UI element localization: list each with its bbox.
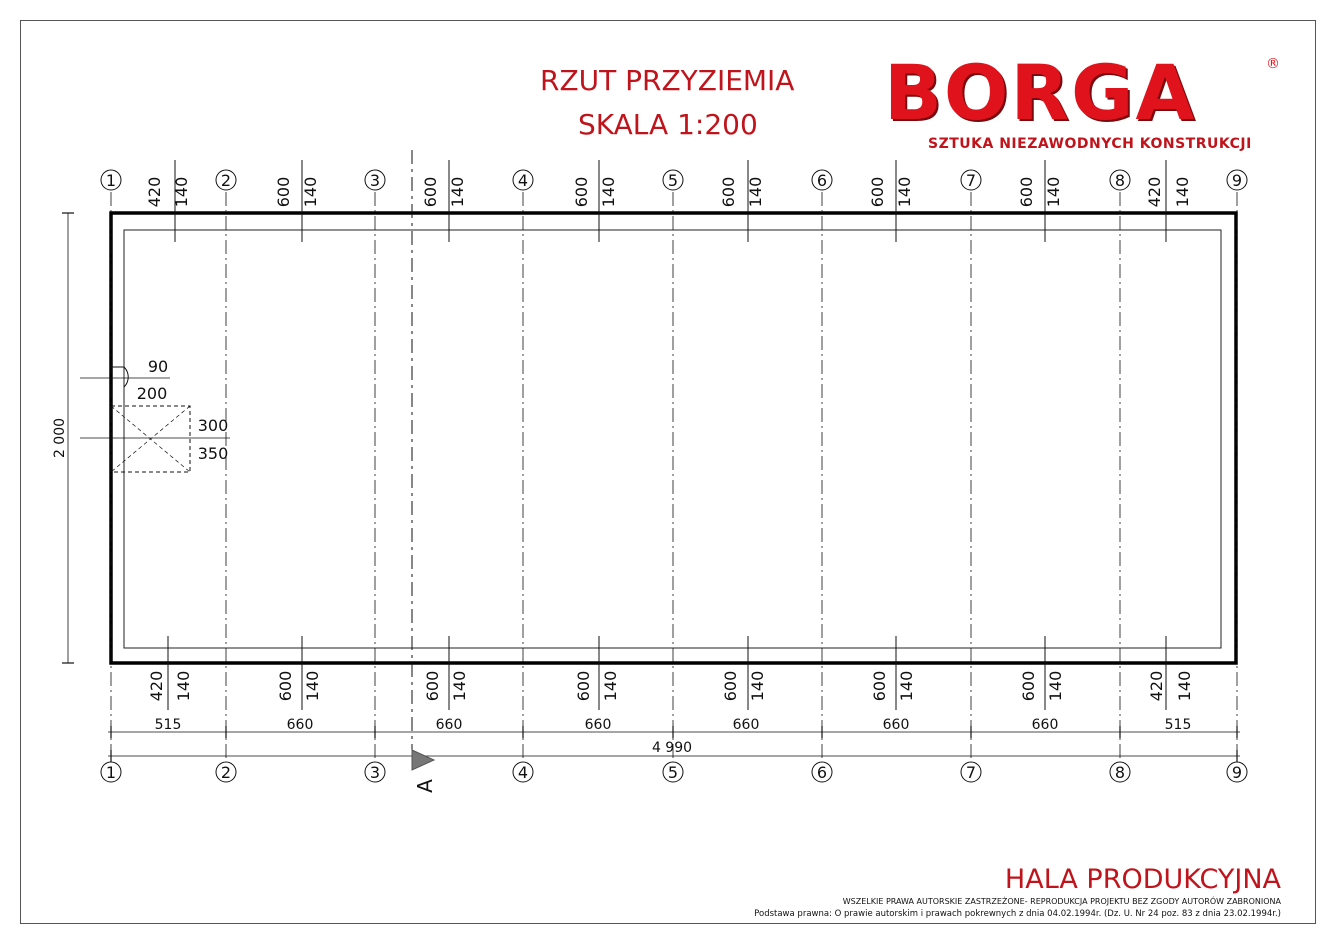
bottom-dim-inner-2: 140 — [303, 670, 322, 702]
door-height-label: 200 — [136, 384, 168, 403]
axis-label-bottom-4: 4 — [517, 763, 529, 782]
axis-label-top-4: 4 — [517, 171, 529, 190]
axis-label-top-8: 8 — [1114, 171, 1126, 190]
span-label-8: 515 — [1164, 717, 1192, 733]
span-label-5: 660 — [732, 717, 760, 733]
span-label-4: 660 — [584, 717, 612, 733]
section-marker-triangle — [412, 750, 434, 770]
door-swing — [111, 367, 128, 387]
axis-label-top-1: 1 — [105, 171, 117, 190]
top-dim-inner-5: 140 — [746, 176, 765, 208]
top-dim-inner-3: 140 — [448, 176, 467, 208]
axis-label-bottom-2: 2 — [220, 763, 232, 782]
axis-label-top-6: 6 — [816, 171, 828, 190]
top-dim-inner-4: 140 — [599, 176, 618, 208]
axis-label-bottom-7: 7 — [965, 763, 977, 782]
span-label-7: 660 — [1031, 717, 1059, 733]
axis-label-top-2: 2 — [220, 171, 232, 190]
span-label-2: 660 — [286, 717, 314, 733]
top-dim-outer-5: 600 — [719, 176, 738, 208]
axis-label-top-9: 9 — [1231, 171, 1243, 190]
plan-labels — [52, 171, 1242, 793]
bottom-dim-outer-4: 600 — [574, 670, 593, 702]
top-dim-inner-6: 140 — [895, 176, 914, 208]
top-dim-inner-7: 140 — [1044, 176, 1063, 208]
axis-label-top-5: 5 — [667, 171, 679, 190]
top-dim-outer-2: 600 — [274, 176, 293, 208]
bottom-dim-outer-6: 600 — [870, 670, 889, 702]
bottom-dim-inner-4: 140 — [601, 670, 620, 702]
total-length-label: 4 990 — [651, 740, 693, 756]
top-dim-outer-1: 420 — [145, 176, 164, 208]
bottom-dim-inner-3: 140 — [450, 670, 469, 702]
span-label-3: 660 — [435, 717, 463, 733]
top-dim-inner-8: 140 — [1173, 176, 1192, 208]
axis-label-bottom-3: 3 — [369, 763, 381, 782]
copyright-notice: WSZELKIE PRAWA AUTORSKIE ZASTRZEŻONE- REPRODUKCJA PROJEKTU BEZ ZGODY AUTORÓW ZABRONIONA — [842, 897, 1281, 906]
section-label-a: A — [413, 779, 437, 793]
bottom-dim-inner-6: 140 — [897, 670, 916, 702]
top-dim-outer-4: 600 — [572, 176, 591, 208]
top-dim-outer-3: 600 — [421, 176, 440, 208]
logo-brand: BORGA — [884, 48, 1197, 137]
bottom-dim-outer-2: 600 — [276, 670, 295, 702]
top-dim-inner-1: 140 — [172, 176, 191, 208]
axis-label-bottom-5: 5 — [667, 763, 679, 782]
gate-width-label: 300 — [197, 416, 229, 435]
bottom-dim-inner-1: 140 — [174, 670, 193, 702]
axis-label-bottom-6: 6 — [816, 763, 828, 782]
bottom-dim-inner-5: 140 — [748, 670, 767, 702]
span-label-1: 515 — [154, 717, 182, 733]
top-dim-outer-8: 420 — [1145, 176, 1164, 208]
registered-mark: ® — [1266, 56, 1280, 72]
bottom-dim-outer-8: 420 — [1147, 670, 1166, 702]
bottom-dim-inner-7: 140 — [1046, 670, 1065, 702]
legal-basis: Podstawa prawna: O prawie autorskim i prawach pokrewnych z dnia 04.02.1994r. (Dz. U. Nr 24 poz. 83 z dnia 23.02.1994r.) — [754, 909, 1281, 919]
inner-wall-line — [124, 230, 1221, 648]
plan-title: RZUT PRZYZIEMIA — [540, 64, 795, 97]
scale-label: SKALA 1:200 — [578, 108, 758, 141]
outer-wall — [111, 213, 1236, 663]
top-dim-outer-7: 600 — [1017, 176, 1036, 208]
axis-label-top-3: 3 — [369, 171, 381, 190]
axis-label-bottom-9: 9 — [1231, 763, 1243, 782]
bottom-dim-outer-5: 600 — [721, 670, 740, 702]
door-width-label: 90 — [147, 357, 169, 376]
axis-label-bottom-8: 8 — [1114, 763, 1126, 782]
axis-label-top-7: 7 — [965, 171, 977, 190]
top-dim-inner-2: 140 — [301, 176, 320, 208]
building-title: HALA PRODUKCYJNA — [1004, 864, 1281, 895]
bottom-dim-outer-1: 420 — [147, 670, 166, 702]
span-label-6: 660 — [882, 717, 910, 733]
gate-height-label: 350 — [197, 444, 229, 463]
bottom-dim-outer-3: 600 — [423, 670, 442, 702]
bottom-dim-inner-8: 140 — [1175, 670, 1194, 702]
top-dim-outer-6: 600 — [868, 176, 887, 208]
axis-label-bottom-1: 1 — [105, 763, 117, 782]
total-width-label: 2 000 — [52, 417, 68, 459]
bottom-dim-outer-7: 600 — [1019, 670, 1038, 702]
logo-tagline: SZTUKA NIEZAWODNYCH KONSTRUKCJI — [928, 136, 1252, 152]
plan-static-lines — [62, 150, 1247, 782]
